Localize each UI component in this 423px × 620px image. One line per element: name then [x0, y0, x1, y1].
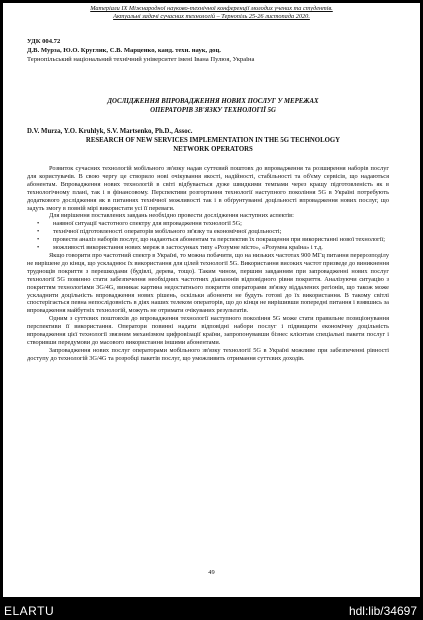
article-body — [27, 165, 389, 363]
paragraph-3: Якщо говорити про частотний спектр в Україні, то можна побачити, що на низьких частотах 900 МГц питання перерозподілу не вирішене до кінця, що ускладнює їх використання для цілей технології 5G. Використання високих частот призведе до виникнення труднощів покриття з перешкодами (будівлі, дерева, тощо). Таким чином, першим завданням при запровадженні нових послуг технології 5G повинно стати забезпечення необхідних частотних діапазонів відповідного рівня покриття. Аналізуючи ситуацію з покриттям технологіями 3G/4G, виникає картина недостатнього покриття операторами зв'язку віддалених регіонів, що також може ускладнити доцільність впровадження нових рішень, оскільки абоненти не будуть готові до їх використання. В такому світлі спостерігається певна непослідовність в діях наших телеком операторів, що до кінця не вирішивши попередні питання і взявшись за впровадження майбутніх технологій, можуть не отримати очікуваних результатів. — [27, 251, 389, 315]
header-line-1: Матеріали IX Міжнародної науково-технічної конференції молодих учених та студентів. — [90, 5, 333, 12]
list-item: • можливості використання нових мереж в застосунках типу «Розумне місто», «Розумна країна» і т.д. — [37, 244, 323, 252]
title-en-line-1: RESEARCH OF NEW SERVICES IMPLEMENTATION IN THE 5G TECHNOLOGY — [85, 137, 341, 144]
bullet-icon: • — [37, 220, 40, 228]
paragraph-4: Одним з суттєвих поштовхів до впровадження технології наступного покоління 5G може стати правильне позиціонування перспективи її використання. Оператори повинні надати відповідні набори послуг і підвищити економічну доцільність впровадження цієї технології звязним механізмом цифровізації країни, запропонувавши бізнес клієнтам спеціальні пакети послуг і створивши передумови до масового використання іншими абонентами. — [27, 315, 389, 346]
bullet-icon: • — [37, 236, 40, 244]
udc-code: УДК 004.72 — [27, 38, 61, 45]
paragraph-5: Запровадження нових послуг операторами мобільного зв'язку технології 5G в Україні можливе при забезпеченні рівності доступу до технологій 3G/4G та розробці пакетів послуг, що уможливить отримання суттєвих доходів. — [27, 346, 389, 362]
authors-ua: Д.В. Мурза, Ю.О. Круглик, С.В. Марценко, канд. техн. наук, доц. — [27, 47, 221, 55]
aspects-list — [27, 220, 389, 252]
bullet-icon: • — [37, 244, 40, 252]
authors-en: D.V. Murza, Y.O. Kruhlyk, S.V. Martsenko, Ph.D., Assoc. — [27, 128, 193, 135]
paragraph-2: Для вирішення поставлених завдань необхідно провести дослідження наступних аспектів: — [49, 212, 294, 220]
conference-header — [3, 3, 420, 21]
list-item: • провести аналіз наборів послуг, що надаються абонентам та перспектив їх покращення при використанні нової технології; — [37, 236, 386, 244]
article-meta — [27, 37, 399, 65]
title-ua-line-1: ДОСЛІДЖЕННЯ ВПРОВАДЖЕННЯ НОВИХ ПОСЛУГ У МЕРЕЖАХ — [107, 98, 319, 105]
title-en — [27, 137, 399, 155]
list-item: • наявної ситуації частотного спектру для впровадження технології 5G; — [37, 220, 242, 228]
handle-label: hdl:lib/34697 — [348, 604, 417, 618]
header-line-2: Актуальні задачі сучасних технологій – Тернопіль 25-26 листопада 2020. — [113, 13, 310, 21]
title-ua-line-2: ОПЕРАТОРІВ ЗВ'ЯЗКУ ТЕХНОЛОГІЇ 5G — [150, 106, 276, 114]
list-item: • технічної підготовленості операторів мобільного зв'язку та економічної доцільності; — [37, 228, 282, 236]
page-number: 49 — [208, 569, 215, 576]
affiliation: Тернопільський національний технічний університет імені Івана Пулюя, Україна — [27, 56, 255, 64]
repository-label: ELARTU — [4, 604, 55, 618]
paragraph-1: Розвиток сучасних технологій мобільного зв'язку надав суттєвий поштовх до впровадження та розширення наборів послуг для користувачів. В свою чергу це створило нові очікування якості, надійності, стабільності та об'єму сервісів, що надаються абонентам. Впровадження нових технологій в світі відбувається дуже швидкими темпами через кращу підготовленість як в технологічному плані, так і в фінансовому. Перспективи розгортання технології наступного покоління 5G в Україні потребують додаткового дослідження як в питаннях технічної можливості так і в обґрунтуванні доцільності впровадження нових послуг, що задуть змогу в повній мірі використати усі її переваги. — [27, 165, 389, 212]
bullet-icon: • — [37, 228, 40, 236]
paper-page — [3, 3, 420, 597]
title-ua — [27, 98, 399, 116]
title-en-line-2: NETWORK OPERATORS — [173, 145, 253, 153]
